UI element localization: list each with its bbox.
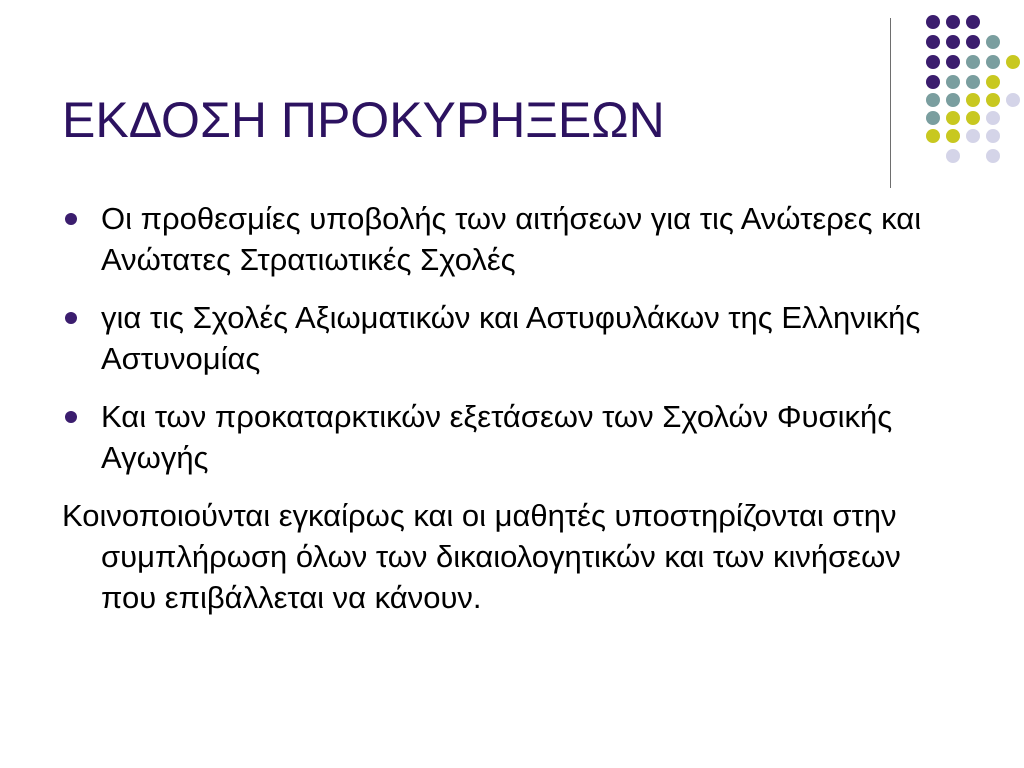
decorative-dot: [986, 129, 1000, 143]
decorative-dot: [1006, 93, 1020, 107]
decorative-dot: [966, 129, 980, 143]
bullet-dot-icon: [65, 411, 77, 423]
decorative-dot: [946, 93, 960, 107]
decorative-dot: [946, 111, 960, 125]
bullet-text: Και των προκαταρκτικών εξετάσεων των Σχολών Φυσικής Αγωγής: [101, 399, 893, 475]
decorative-dot: [946, 129, 960, 143]
decorative-dot: [1006, 55, 1020, 69]
decorative-dot: [926, 55, 940, 69]
bullet-dot-icon: [65, 312, 77, 324]
bullet-item: [62, 297, 962, 379]
slide-body: [62, 198, 962, 618]
decorative-dot: [946, 15, 960, 29]
decorative-dot: [926, 111, 940, 125]
decorative-dot: [946, 55, 960, 69]
decorative-dot: [926, 15, 940, 29]
decorative-dot: [986, 93, 1000, 107]
decorative-dot: [926, 35, 940, 49]
decorative-dot: [946, 35, 960, 49]
decorative-dot: [966, 75, 980, 89]
decorative-dot: [926, 129, 940, 143]
decorative-dot: [946, 75, 960, 89]
bullet-dot-icon: [65, 213, 77, 225]
decorative-dot: [986, 149, 1000, 163]
slide-title: ΕΚΔΟΣΗ ΠΡΟΚΥΡΗΞΕΩΝ: [62, 92, 665, 148]
decorative-dot: [966, 55, 980, 69]
bullet-text: Οι προθεσμίες υποβολής των αιτήσεων για τις Ανώτερες και Ανώτατες Στρατιωτικές Σχολές: [101, 201, 922, 277]
decorative-dot: [986, 55, 1000, 69]
decorative-dot: [966, 93, 980, 107]
decorative-dot: [986, 75, 1000, 89]
bullet-text: για τις Σχολές Αξιωματικών και Αστυφυλάκων της Ελληνικής Αστυνομίας: [101, 300, 921, 376]
decorative-dot: [986, 111, 1000, 125]
decorative-dot: [966, 111, 980, 125]
decorative-dot: [946, 149, 960, 163]
decorative-dot: [966, 35, 980, 49]
decorative-dot: [966, 15, 980, 29]
decorative-dot: [926, 75, 940, 89]
decorative-dot: [926, 93, 940, 107]
bullet-item: [62, 198, 962, 280]
bullet-list: [62, 198, 962, 478]
vertical-divider-line: [890, 18, 891, 188]
body-paragraph: Κοινοποιούνται εγκαίρως και οι μαθητές υποστηρίζονται στην συμπλήρωση όλων των δικαιολογητικών και των κινήσεων που επιβάλλεται να κάνουν.: [62, 498, 901, 615]
decorative-dot: [986, 35, 1000, 49]
bullet-item: [62, 396, 962, 478]
